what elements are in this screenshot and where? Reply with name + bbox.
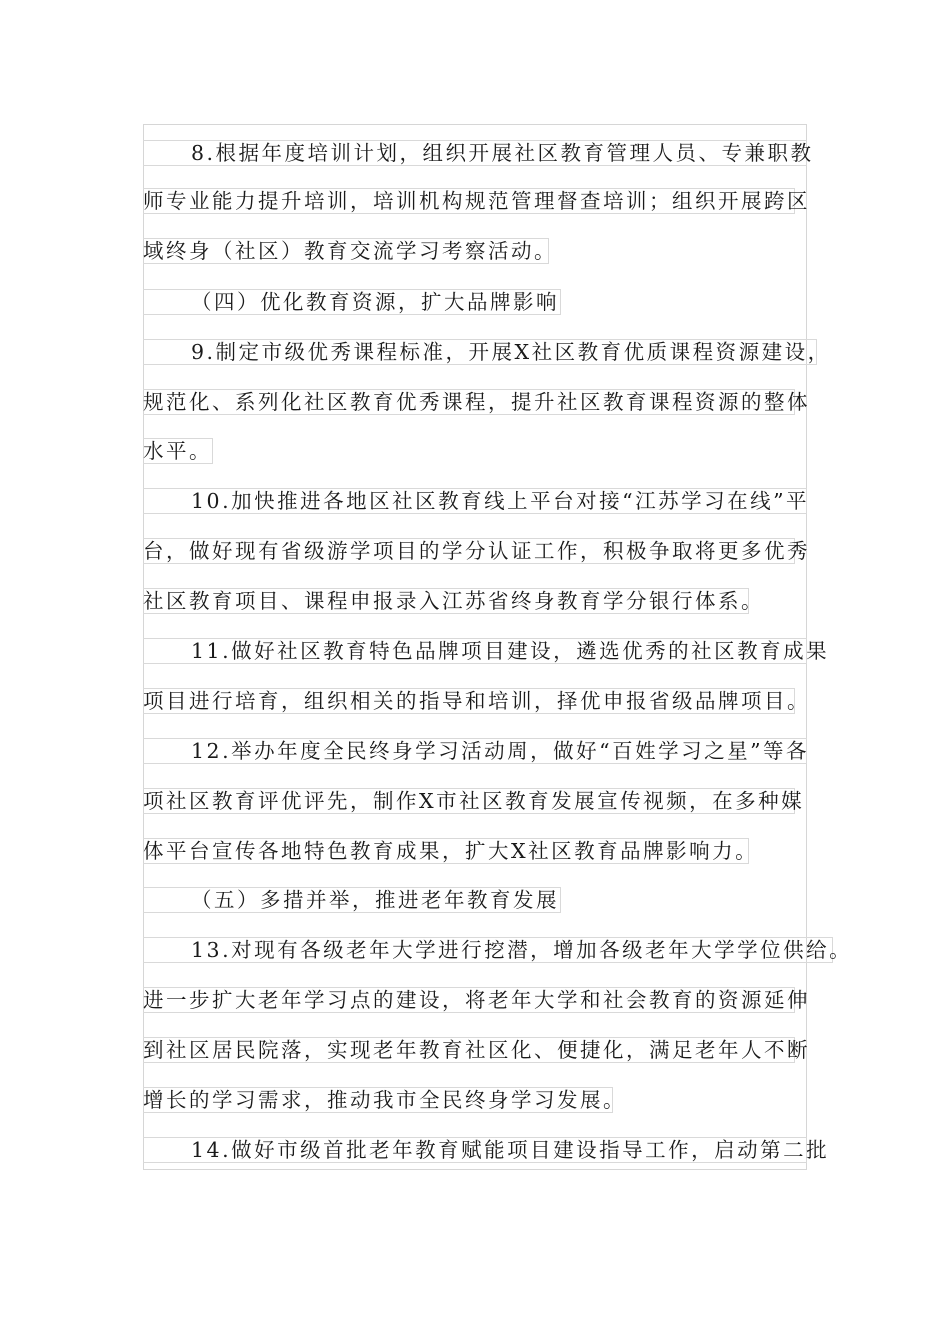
text-line: 8.根据年度培训计划，组织开展社区教育管理人员、专兼职教 [143, 140, 807, 166]
text-line: 项社区教育评优评先，制作X市社区教育发展宣传视频，在多种媒 [143, 789, 805, 813]
text-line: 13.对现有各级老年大学进行挖潜，增加各级老年大学学位供给。 [143, 937, 833, 963]
text-line: 规范化、系列化社区教育优秀课程，提升社区教育课程资源的整体 [143, 390, 810, 414]
text-line: 体平台宣传各地特色教育成果，扩大X社区教育品牌影响力。 [143, 839, 759, 863]
text-line: 11.做好社区教育特色品牌项目建设，遴选优秀的社区教育成果 [143, 638, 807, 664]
section-heading: （五）多措并举，推进老年教育发展 [143, 887, 561, 913]
section-heading: （四）优化教育资源，扩大品牌影响 [143, 289, 561, 315]
text-line: 台，做好现有省级游学项目的学分认证工作，积极争取将更多优秀 [143, 539, 810, 563]
text-line: 14.做好市级首批老年教育赋能项目建设指导工作，启动第二批 [143, 1137, 807, 1163]
text-line: 师专业能力提升培训，培训机构规范管理督查培训；组织开展跨区 [143, 189, 810, 213]
text-line: 进一步扩大老年学习点的建设，将老年大学和社会教育的资源延伸 [143, 988, 810, 1012]
text-line: 增长的学习需求，推动我市全民终身学习发展。 [143, 1088, 626, 1112]
text-line: 9.制定市级优秀课程标准，开展X社区教育优质课程资源建设， [143, 339, 817, 365]
text-line: 域终身（社区）教育交流学习考察活动。 [143, 239, 557, 263]
text-line: 12.举办年度全民终身学习活动周，做好“百姓学习之星”等各 [143, 738, 807, 764]
text-line: 10.加快推进各地区社区教育线上平台对接“江苏学习在线”平 [143, 488, 807, 514]
text-line: 到社区居民院落，实现老年教育社区化、便捷化，满足老年人不断 [143, 1038, 810, 1062]
text-line: 项目进行培育，组织相关的指导和培训，择优申报省级品牌项目。 [143, 689, 810, 713]
text-line: 水平。 [143, 439, 212, 463]
text-line: 社区教育项目、课程申报录入江苏省终身教育学分银行体系。 [143, 589, 764, 613]
